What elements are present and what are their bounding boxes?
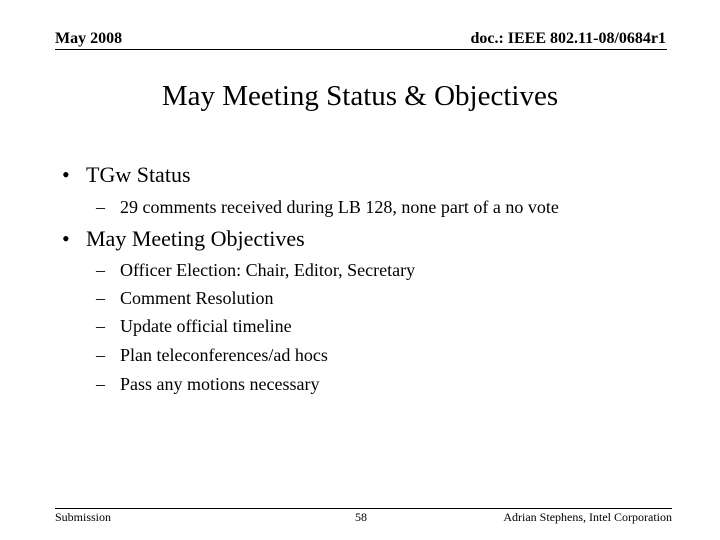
sub-bullet — [96, 374, 319, 395]
sub-bullet — [96, 288, 274, 309]
sub-bullet — [96, 260, 415, 281]
dash-icon: – — [96, 260, 105, 280]
footer-submission: Submission — [55, 510, 112, 524]
dash-icon: – — [96, 316, 105, 336]
dash-icon: – — [96, 288, 105, 308]
bullet-icon: • — [62, 162, 70, 187]
sub-bullet-text: Pass any motions necessary — [120, 374, 320, 394]
footer-page-number: 58 — [355, 510, 367, 524]
sub-bullet-text: 29 comments received during LB 128, none part of a no vote — [120, 197, 559, 217]
sub-bullet-text: Officer Election: Chair, Editor, Secretary — [120, 260, 416, 280]
header-doc-id: doc.: IEEE 802.11-08/0684r1 — [470, 30, 666, 47]
dash-icon: – — [96, 374, 105, 394]
bullet-tgw-status — [62, 162, 191, 188]
dash-icon: – — [96, 345, 105, 365]
slide-title: May Meeting Status & Objectives — [161, 80, 559, 112]
header-date: May 2008 — [55, 30, 123, 47]
sub-bullet — [96, 197, 559, 218]
dash-icon: – — [96, 197, 105, 217]
bullet-icon: • — [62, 226, 70, 251]
footer-divider — [55, 508, 672, 509]
sub-bullet-text: Plan teleconferences/ad hocs — [120, 345, 328, 365]
header-divider — [55, 49, 667, 50]
sub-bullet-text: Update official timeline — [120, 316, 292, 336]
sub-bullet — [96, 345, 328, 366]
sub-bullet-text: Comment Resolution — [120, 288, 274, 308]
footer-author: Adrian Stephens, Intel Corporation — [503, 510, 672, 524]
bullet-heading: TGw Status — [86, 162, 191, 187]
bullet-may-objectives — [62, 226, 305, 252]
bullet-heading: May Meeting Objectives — [86, 226, 305, 251]
sub-bullet — [96, 316, 292, 337]
